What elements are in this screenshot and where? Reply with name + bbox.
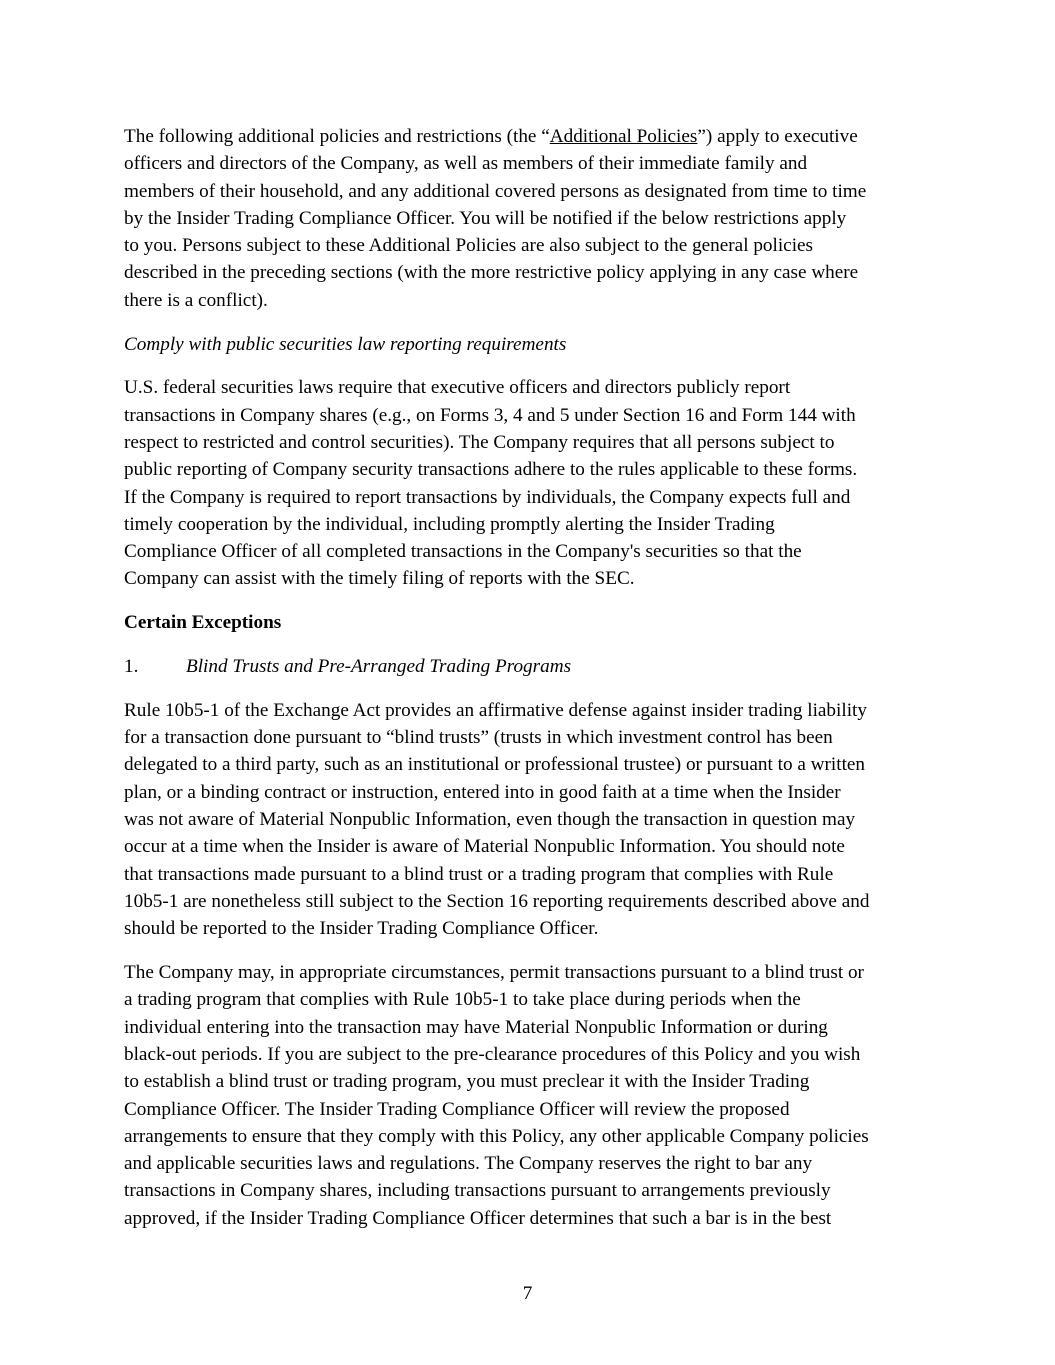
company-permission-paragraph: The Company may, in appropriate circumstances, permit transactions pursuant to a blind trust or a trading program that complies with Rule 10b5-1 to take place during periods when the individual entering into the transaction may have Material Nonpublic Information or during black-out periods. If you are subject to the pre-clearance procedures of this Policy and you wish to establish a blind trust or trading program, you must preclear it with the Insider Trading Compliance Officer. The Insider Trading Compliance Officer will review the proposed arrangements to ensure that they comply with this Policy, any other applicable Company policies and applicable securities laws and regulations. The Company reserves the right to bar any transactions in Company shares, including transactions pursuant to arrangements previously approved, if the Insider Trading Compliance Officer determines that such a bar is in the best [124,962,869,1229]
numbered-item-heading [124,653,934,680]
document-page [124,123,934,1248]
reporting-subheading: Comply with public securities law reporting requirements [124,333,567,355]
item-number: 1. [124,656,139,678]
reporting-paragraph: U.S. federal securities laws require that executive officers and directors publicly report transactions in Company shares (e.g., on Forms 3, 4 and 5 under Section 16 and Form 144 with respect to restricted and control securities). The Company requires that all persons subject to public reporting of Company security transactions adhere to the rules applicable to these forms. If the Company is required to report transactions by individuals, the Company expects full and timely cooperation by the individual, including promptly alerting the Insider Trading Compliance Officer of all completed transactions in the Company's securities so that the Company can assist with the timely filing of reports with the SEC. [124,377,858,590]
additional-policies-term: Additional Policies [549,126,698,147]
intro-text-start: The following additional policies and restrictions (the “ [124,126,550,147]
page-number: 7 [522,1283,533,1304]
rule-10b5-1-paragraph: Rule 10b5-1 of the Exchange Act provides an affirmative defense against insider trading liability for a transaction done pursuant to “blind trusts” (trusts in which investment control has been delegated to a third party, such as an institutional or professional trustee) or pursuant to a written plan, or a binding contract or instruction, entered into in good faith at a time when the Insider was not aware of Material Nonpublic Information, even though the transaction in question may occur at a time when the Insider is aware of Material Nonpublic Information. You should note that transactions made pursuant to a blind trust or a trading program that complies with Rule 10b5-1 are nonetheless still subject to the Section 16 reporting requirements described above and should be reported to the Insider Trading Compliance Officer. [124,699,870,940]
intro-paragraph [124,123,934,314]
item-title: Blind Trusts and Pre-Arranged Trading Programs [186,656,572,678]
intro-text-end: ”) apply to executive officers and directors of the Company, as well as members of their immediate family and members of their household, and any additional covered persons as designated from time to time by the Insider Trading Compliance Officer. You will be notified if the below restrictions apply to you. Persons subject to these Additional Policies are also subject to the general policies described in the preceding sections (with the more restrictive policy applying in any case where there is a conflict). [124,126,867,311]
section-heading: Certain Exceptions [124,612,282,634]
